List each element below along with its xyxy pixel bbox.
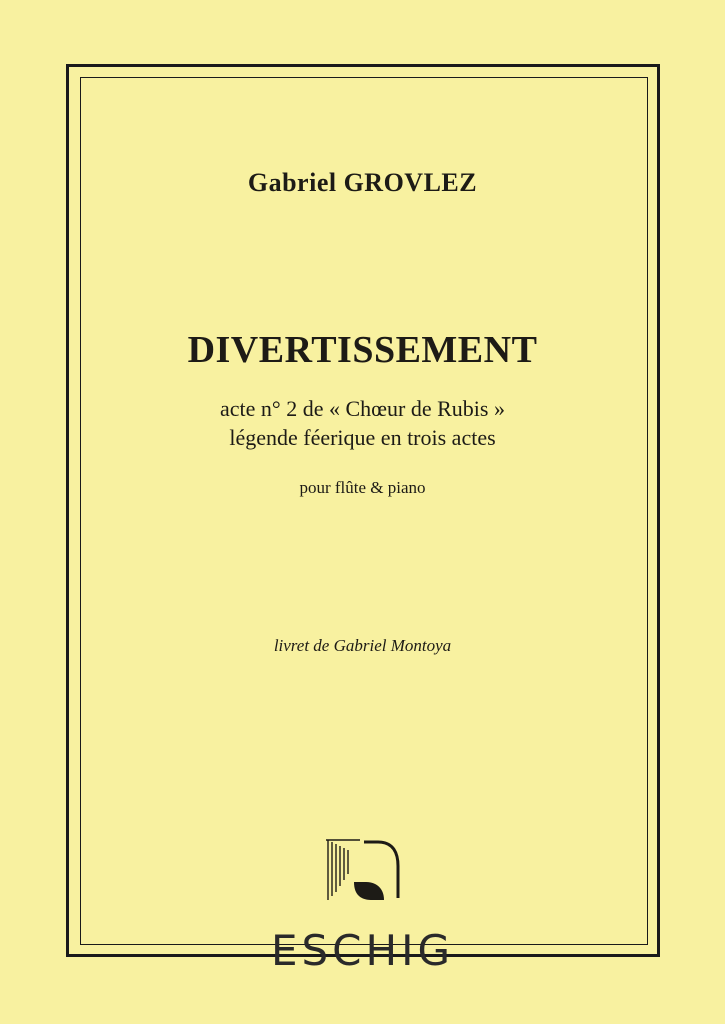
librettist-credit: livret de Gabriel Montoya [273,636,452,655]
work-title: DIVERTISSEMENT [187,329,538,371]
subtitle-line-2: légende féerique en trois actes [229,425,496,450]
instrumentation: pour flûte & piano [299,478,426,497]
subtitle-line-1: acte n° 2 de « Chœur de Rubis » [220,396,505,421]
inner-border-frame [80,77,648,945]
publisher-name: ESCHIG [270,926,455,975]
composer-name: Gabriel GROVLEZ [247,168,478,197]
eschig-harp-logo-icon [324,838,404,922]
